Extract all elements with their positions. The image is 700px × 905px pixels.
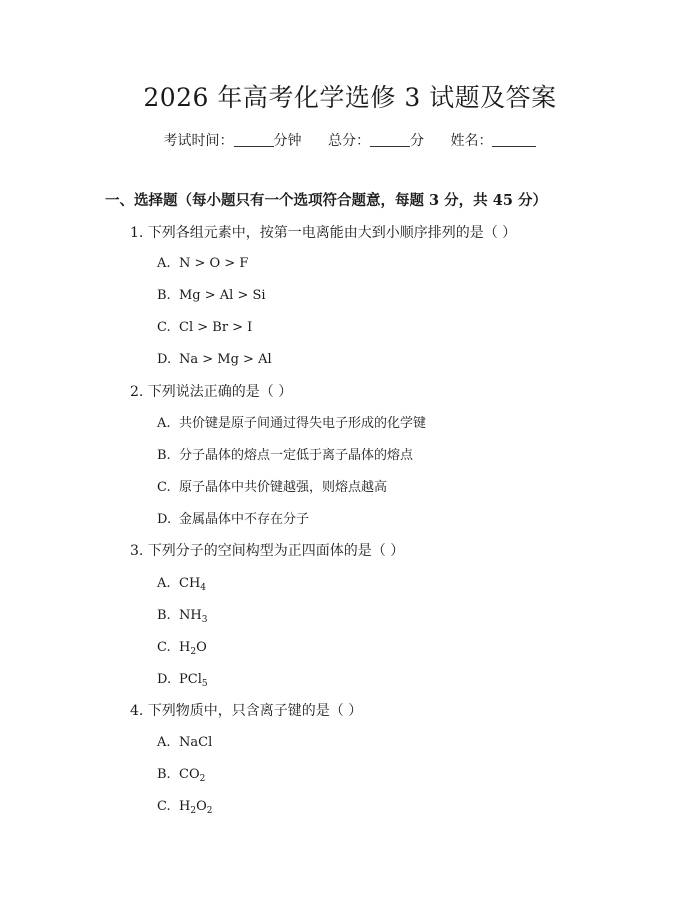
- exam-time-blank: [234, 132, 274, 147]
- student-name: [450, 130, 536, 152]
- option-letter: D.: [157, 512, 172, 527]
- option-letter: A.: [157, 576, 171, 591]
- formula-subscript: 2: [190, 806, 197, 816]
- option-text: N > O > F: [179, 256, 249, 271]
- formula-subscript: 2: [190, 647, 197, 657]
- formula-tail: O: [196, 640, 207, 655]
- section-title-choice: 一、选择题（每小题只有一个选项符合题意，每题 3 分，共 45 分）: [105, 192, 547, 209]
- page-title: 2026 年高考化学选修 3 试题及答案: [143, 83, 557, 112]
- question-3: [130, 540, 404, 562]
- formula-subscript: 2: [206, 806, 213, 816]
- option-text: Na > Mg > Al: [179, 352, 272, 367]
- option-text: 共价键是原子间通过得失电子形成的化学键: [179, 416, 427, 431]
- option-letter: C.: [157, 640, 171, 655]
- option-2b: [157, 445, 413, 467]
- question-4: [130, 700, 362, 722]
- option-letter: D.: [157, 352, 172, 367]
- question-text: 下列分子的空间构型为正四面体的是（ ）: [147, 543, 405, 559]
- option-1a: [157, 253, 248, 275]
- option-1b: [157, 285, 266, 307]
- option-letter: B.: [157, 767, 171, 782]
- option-3b: [157, 605, 207, 627]
- option-text: NaCl: [179, 735, 213, 750]
- option-2c: [157, 477, 387, 499]
- question-2: [130, 381, 292, 403]
- formula-base: NH: [179, 608, 202, 623]
- option-1d: [157, 349, 272, 371]
- option-letter: B.: [157, 448, 171, 463]
- formula-base: H: [179, 799, 191, 814]
- option-text: Mg > Al > Si: [179, 288, 266, 303]
- option-letter: B.: [157, 608, 171, 623]
- option-text: Cl > Br > I: [179, 320, 253, 335]
- formula-subscript: 4: [200, 583, 207, 593]
- formula-mid: O: [196, 799, 207, 814]
- option-4a: [157, 732, 212, 754]
- option-1c: [157, 317, 252, 339]
- option-letter: C.: [157, 480, 171, 495]
- option-3a: [157, 573, 206, 595]
- option-2d: [157, 509, 309, 531]
- question-number: 2.: [130, 384, 144, 400]
- option-letter: A.: [157, 735, 171, 750]
- question-1: [130, 222, 516, 244]
- formula-base: CO: [179, 767, 200, 782]
- option-4b: [157, 764, 205, 786]
- option-letter: A.: [157, 416, 171, 431]
- option-3c: [157, 637, 207, 659]
- question-text: 下列各组元素中，按第一电离能由大到小顺序排列的是（ ）: [147, 225, 517, 241]
- option-text: 分子晶体的熔点一定低于离子晶体的熔点: [179, 448, 414, 463]
- question-number: 4.: [130, 703, 144, 719]
- option-letter: C.: [157, 799, 171, 814]
- option-text: 原子晶体中共价键越强，则熔点越高: [179, 480, 388, 495]
- formula-base: PCl: [179, 672, 202, 687]
- formula-base: CH: [179, 576, 201, 591]
- option-letter: D.: [157, 672, 172, 687]
- option-letter: C.: [157, 320, 171, 335]
- option-4c: [157, 796, 212, 818]
- formula-subscript: 5: [201, 679, 208, 689]
- total-score-unit: 分: [410, 133, 424, 149]
- total-score-blank: [370, 132, 410, 147]
- exam-info-line: [0, 130, 700, 152]
- question-number: 1.: [130, 225, 144, 241]
- total-score-label: 总分：: [328, 133, 370, 149]
- formula-subscript: 2: [199, 774, 206, 784]
- option-3d: [157, 669, 208, 691]
- exam-time-unit: 分钟: [273, 133, 302, 149]
- formula-subscript: 3: [201, 615, 208, 625]
- option-letter: B.: [157, 288, 171, 303]
- option-2a: [157, 413, 426, 435]
- question-text: 下列说法正确的是（ ）: [147, 384, 293, 400]
- student-name-label: 姓名：: [450, 133, 493, 149]
- question-text: 下列物质中，只含离子键的是（ ）: [147, 703, 363, 719]
- option-letter: A.: [157, 256, 171, 271]
- exam-time: [164, 130, 302, 152]
- exam-time-label: 考试时间：: [163, 133, 234, 149]
- formula-base: H: [179, 640, 191, 655]
- student-name-blank: [492, 132, 536, 147]
- question-number: 3.: [130, 543, 144, 559]
- total-score: [328, 130, 424, 152]
- option-text: 金属晶体中不存在分子: [179, 512, 310, 527]
